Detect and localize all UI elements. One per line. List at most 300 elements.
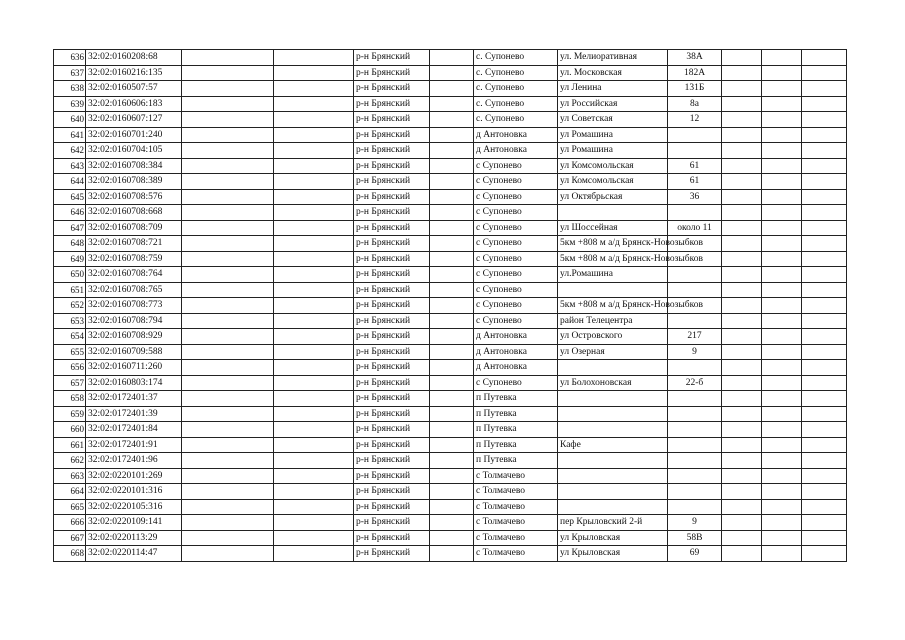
empty-cell xyxy=(182,546,274,562)
street-cell: 5км +808 м а/д Брянск-Новозыбков xyxy=(558,236,668,252)
locality-cell: с. Супонево xyxy=(474,65,558,81)
district-cell: р-н Брянский xyxy=(354,205,430,221)
empty-cell xyxy=(722,65,762,81)
district-cell: р-н Брянский xyxy=(354,143,430,159)
house-number-cell: 217 xyxy=(668,329,722,345)
locality-cell: с Супонево xyxy=(474,220,558,236)
empty-cell xyxy=(762,158,802,174)
empty-cell xyxy=(762,127,802,143)
empty-cell xyxy=(762,251,802,267)
empty-cell xyxy=(802,96,847,112)
empty-cell xyxy=(762,422,802,438)
table-row xyxy=(54,112,847,128)
empty-cell xyxy=(802,344,847,360)
empty-cell xyxy=(182,205,274,221)
empty-cell xyxy=(274,329,354,345)
house-number-cell: 8а xyxy=(668,96,722,112)
empty-cell xyxy=(182,468,274,484)
empty-cell xyxy=(762,81,802,97)
cadastral-number-cell: 32:02:0160704:105 xyxy=(86,143,182,159)
empty-cell xyxy=(182,158,274,174)
empty-cell xyxy=(430,158,474,174)
empty-cell xyxy=(430,391,474,407)
empty-cell xyxy=(274,236,354,252)
table-row xyxy=(54,205,847,221)
street-cell: ул Ромашина xyxy=(558,127,668,143)
empty-cell xyxy=(762,329,802,345)
district-cell: р-н Брянский xyxy=(354,127,430,143)
row-number-cell: 667 xyxy=(54,530,86,546)
row-number-cell: 662 xyxy=(54,453,86,469)
locality-cell: с Супонево xyxy=(474,298,558,314)
table-row xyxy=(54,267,847,283)
empty-cell xyxy=(274,298,354,314)
empty-cell xyxy=(430,484,474,500)
table-row xyxy=(54,298,847,314)
locality-cell: с Супонево xyxy=(474,267,558,283)
district-cell: р-н Брянский xyxy=(354,220,430,236)
house-number-cell: 182А xyxy=(668,65,722,81)
empty-cell xyxy=(802,530,847,546)
empty-cell xyxy=(762,391,802,407)
cadastral-number-cell: 32:02:0160711:260 xyxy=(86,360,182,376)
street-cell: ул Комсомольская xyxy=(558,158,668,174)
empty-cell xyxy=(430,313,474,329)
empty-cell xyxy=(722,453,762,469)
empty-cell xyxy=(722,499,762,515)
cadastral-number-cell: 32:02:0160708:929 xyxy=(86,329,182,345)
row-number-cell: 648 xyxy=(54,236,86,252)
table-body xyxy=(54,50,847,562)
cadastral-number-cell: 32:02:0160708:709 xyxy=(86,220,182,236)
table-row xyxy=(54,65,847,81)
empty-cell xyxy=(802,267,847,283)
empty-cell xyxy=(182,453,274,469)
locality-cell: д Антоновка xyxy=(474,127,558,143)
row-number-cell: 668 xyxy=(54,546,86,562)
row-number-cell: 657 xyxy=(54,375,86,391)
house-number-cell xyxy=(668,360,722,376)
empty-cell xyxy=(274,313,354,329)
street-cell xyxy=(558,484,668,500)
table-row xyxy=(54,484,847,500)
locality-cell: с. Супонево xyxy=(474,81,558,97)
house-number-cell xyxy=(668,127,722,143)
table-row xyxy=(54,530,847,546)
row-number-cell: 644 xyxy=(54,174,86,190)
empty-cell xyxy=(722,251,762,267)
empty-cell xyxy=(762,143,802,159)
cadastral-number-cell: 32:02:0160606:183 xyxy=(86,96,182,112)
empty-cell xyxy=(722,236,762,252)
empty-cell xyxy=(182,112,274,128)
empty-cell xyxy=(430,298,474,314)
table-row xyxy=(54,143,847,159)
cadastral-number-cell: 32:02:0160708:759 xyxy=(86,251,182,267)
table-row xyxy=(54,329,847,345)
empty-cell xyxy=(274,81,354,97)
empty-cell xyxy=(722,360,762,376)
street-cell: ул Советская xyxy=(558,112,668,128)
empty-cell xyxy=(430,127,474,143)
house-number-cell: 22-б xyxy=(668,375,722,391)
street-cell: 5км +808 м а/д Брянск-Новозыбков xyxy=(558,298,668,314)
house-number-cell: 9 xyxy=(668,344,722,360)
street-cell: ул Болохоновская xyxy=(558,375,668,391)
empty-cell xyxy=(722,143,762,159)
empty-cell xyxy=(722,484,762,500)
empty-cell xyxy=(802,546,847,562)
empty-cell xyxy=(430,174,474,190)
table-row xyxy=(54,282,847,298)
table-row xyxy=(54,174,847,190)
empty-cell xyxy=(182,267,274,283)
empty-cell xyxy=(722,127,762,143)
empty-cell xyxy=(274,499,354,515)
row-number-cell: 655 xyxy=(54,344,86,360)
table-row xyxy=(54,220,847,236)
empty-cell xyxy=(722,468,762,484)
empty-cell xyxy=(802,174,847,190)
empty-cell xyxy=(430,220,474,236)
row-number-cell: 665 xyxy=(54,499,86,515)
empty-cell xyxy=(430,360,474,376)
empty-cell xyxy=(430,205,474,221)
empty-cell xyxy=(274,391,354,407)
empty-cell xyxy=(430,453,474,469)
house-number-cell: 12 xyxy=(668,112,722,128)
empty-cell xyxy=(182,484,274,500)
row-number-cell: 658 xyxy=(54,391,86,407)
table-row xyxy=(54,437,847,453)
street-cell xyxy=(558,499,668,515)
empty-cell xyxy=(182,499,274,515)
row-number-cell: 664 xyxy=(54,484,86,500)
empty-cell xyxy=(274,96,354,112)
row-number-cell: 659 xyxy=(54,406,86,422)
empty-cell xyxy=(430,282,474,298)
locality-cell: с Супонево xyxy=(474,189,558,205)
table-row xyxy=(54,546,847,562)
locality-cell: д Антоновка xyxy=(474,143,558,159)
empty-cell xyxy=(182,282,274,298)
locality-cell: с. Супонево xyxy=(474,112,558,128)
empty-cell xyxy=(762,546,802,562)
empty-cell xyxy=(182,189,274,205)
empty-cell xyxy=(182,298,274,314)
empty-cell xyxy=(802,298,847,314)
street-cell: 5км +808 м а/д Брянск-Новозыбков xyxy=(558,251,668,267)
house-number-cell: 58В xyxy=(668,530,722,546)
row-number-cell: 638 xyxy=(54,81,86,97)
row-number-cell: 661 xyxy=(54,437,86,453)
empty-cell xyxy=(722,220,762,236)
district-cell: р-н Брянский xyxy=(354,453,430,469)
empty-cell xyxy=(182,530,274,546)
street-cell: пер Крыловский 2-й xyxy=(558,515,668,531)
empty-cell xyxy=(182,391,274,407)
cadastral-number-cell: 32:02:0160216:135 xyxy=(86,65,182,81)
district-cell: р-н Брянский xyxy=(354,468,430,484)
empty-cell xyxy=(430,530,474,546)
house-number-cell: 61 xyxy=(668,174,722,190)
empty-cell xyxy=(722,329,762,345)
table-row xyxy=(54,158,847,174)
table-row xyxy=(54,81,847,97)
district-cell: р-н Брянский xyxy=(354,236,430,252)
district-cell: р-н Брянский xyxy=(354,515,430,531)
locality-cell: с. Супонево xyxy=(474,96,558,112)
district-cell: р-н Брянский xyxy=(354,329,430,345)
district-cell: р-н Брянский xyxy=(354,530,430,546)
empty-cell xyxy=(762,530,802,546)
empty-cell xyxy=(430,546,474,562)
empty-cell xyxy=(430,406,474,422)
house-number-cell xyxy=(668,453,722,469)
empty-cell xyxy=(182,251,274,267)
empty-cell xyxy=(802,329,847,345)
empty-cell xyxy=(274,127,354,143)
empty-cell xyxy=(430,344,474,360)
empty-cell xyxy=(802,143,847,159)
table-row xyxy=(54,189,847,205)
cadastral-number-cell: 32:02:0220105:316 xyxy=(86,499,182,515)
empty-cell xyxy=(802,313,847,329)
table-row xyxy=(54,515,847,531)
district-cell: р-н Брянский xyxy=(354,360,430,376)
locality-cell: д Антоновка xyxy=(474,344,558,360)
row-number-cell: 643 xyxy=(54,158,86,174)
empty-cell xyxy=(274,65,354,81)
locality-cell: п Путевка xyxy=(474,422,558,438)
empty-cell xyxy=(762,499,802,515)
row-number-cell: 645 xyxy=(54,189,86,205)
cadastral-number-cell: 32:02:0160708:668 xyxy=(86,205,182,221)
empty-cell xyxy=(722,96,762,112)
empty-cell xyxy=(802,422,847,438)
empty-cell xyxy=(274,375,354,391)
district-cell: р-н Брянский xyxy=(354,112,430,128)
district-cell: р-н Брянский xyxy=(354,499,430,515)
district-cell: р-н Брянский xyxy=(354,422,430,438)
street-cell: Кафе xyxy=(558,437,668,453)
district-cell: р-н Брянский xyxy=(354,406,430,422)
house-number-cell: 131Б xyxy=(668,81,722,97)
house-number-cell: 9 xyxy=(668,515,722,531)
empty-cell xyxy=(430,112,474,128)
locality-cell: п Путевка xyxy=(474,406,558,422)
empty-cell xyxy=(802,375,847,391)
house-number-cell xyxy=(668,499,722,515)
empty-cell xyxy=(762,220,802,236)
cadastral-number-cell: 32:02:0160709:588 xyxy=(86,344,182,360)
empty-cell xyxy=(430,251,474,267)
empty-cell xyxy=(802,360,847,376)
locality-cell: с Супонево xyxy=(474,174,558,190)
table-row xyxy=(54,499,847,515)
empty-cell xyxy=(802,50,847,66)
empty-cell xyxy=(802,81,847,97)
district-cell: р-н Брянский xyxy=(354,437,430,453)
cadastral-number-cell: 32:02:0160507:57 xyxy=(86,81,182,97)
empty-cell xyxy=(722,437,762,453)
empty-cell xyxy=(182,96,274,112)
empty-cell xyxy=(430,329,474,345)
empty-cell xyxy=(274,205,354,221)
cadastral-number-cell: 32:02:0160208:68 xyxy=(86,50,182,66)
empty-cell xyxy=(182,143,274,159)
empty-cell xyxy=(430,499,474,515)
locality-cell: с Супонево xyxy=(474,236,558,252)
empty-cell xyxy=(274,143,354,159)
table-row xyxy=(54,391,847,407)
table-row xyxy=(54,127,847,143)
street-cell xyxy=(558,391,668,407)
locality-cell: с Толмачево xyxy=(474,530,558,546)
empty-cell xyxy=(182,344,274,360)
empty-cell xyxy=(802,65,847,81)
empty-cell xyxy=(274,360,354,376)
empty-cell xyxy=(762,453,802,469)
house-number-cell: 69 xyxy=(668,546,722,562)
empty-cell xyxy=(274,50,354,66)
cadastral-number-cell: 32:02:0160708:721 xyxy=(86,236,182,252)
street-cell: ул Шоссейная xyxy=(558,220,668,236)
empty-cell xyxy=(762,484,802,500)
empty-cell xyxy=(762,515,802,531)
street-cell: ул. Мелиоративная xyxy=(558,50,668,66)
empty-cell xyxy=(274,267,354,283)
empty-cell xyxy=(430,375,474,391)
cadastral-number-cell: 32:02:0160708:576 xyxy=(86,189,182,205)
district-cell: р-н Брянский xyxy=(354,96,430,112)
empty-cell xyxy=(762,360,802,376)
empty-cell xyxy=(430,189,474,205)
table-row xyxy=(54,96,847,112)
district-cell: р-н Брянский xyxy=(354,313,430,329)
cadastral-number-cell: 32:02:0172401:37 xyxy=(86,391,182,407)
table-row xyxy=(54,344,847,360)
empty-cell xyxy=(762,375,802,391)
empty-cell xyxy=(274,484,354,500)
district-cell: р-н Брянский xyxy=(354,189,430,205)
empty-cell xyxy=(274,112,354,128)
empty-cell xyxy=(722,515,762,531)
district-cell: р-н Брянский xyxy=(354,65,430,81)
cadastral-number-cell: 32:02:0160708:773 xyxy=(86,298,182,314)
empty-cell xyxy=(274,344,354,360)
registry-table xyxy=(53,49,847,562)
empty-cell xyxy=(722,546,762,562)
empty-cell xyxy=(182,329,274,345)
table-row xyxy=(54,251,847,267)
street-cell: ул Российская xyxy=(558,96,668,112)
cadastral-number-cell: 32:02:0220101:316 xyxy=(86,484,182,500)
empty-cell xyxy=(722,50,762,66)
house-number-cell xyxy=(668,267,722,283)
house-number-cell xyxy=(668,406,722,422)
row-number-cell: 651 xyxy=(54,282,86,298)
empty-cell xyxy=(722,205,762,221)
cadastral-number-cell: 32:02:0172401:96 xyxy=(86,453,182,469)
cadastral-number-cell: 32:02:0220109:141 xyxy=(86,515,182,531)
locality-cell: с Супонево xyxy=(474,205,558,221)
empty-cell xyxy=(722,189,762,205)
district-cell: р-н Брянский xyxy=(354,546,430,562)
house-number-cell xyxy=(668,282,722,298)
street-cell xyxy=(558,406,668,422)
street-cell: ул Ромашина xyxy=(558,143,668,159)
locality-cell: п Путевка xyxy=(474,453,558,469)
empty-cell xyxy=(430,65,474,81)
district-cell: р-н Брянский xyxy=(354,391,430,407)
empty-cell xyxy=(762,313,802,329)
empty-cell xyxy=(762,437,802,453)
row-number-cell: 654 xyxy=(54,329,86,345)
empty-cell xyxy=(762,267,802,283)
cadastral-number-cell: 32:02:0160708:794 xyxy=(86,313,182,329)
district-cell: р-н Брянский xyxy=(354,298,430,314)
table-row xyxy=(54,375,847,391)
cadastral-number-cell: 32:02:0160803:174 xyxy=(86,375,182,391)
locality-cell: с Толмачево xyxy=(474,468,558,484)
district-cell: р-н Брянский xyxy=(354,81,430,97)
empty-cell xyxy=(430,81,474,97)
house-number-cell xyxy=(668,437,722,453)
empty-cell xyxy=(274,515,354,531)
street-cell: ул Крыловская xyxy=(558,546,668,562)
row-number-cell: 653 xyxy=(54,313,86,329)
empty-cell xyxy=(722,406,762,422)
empty-cell xyxy=(274,189,354,205)
empty-cell xyxy=(802,453,847,469)
street-cell: ул Островского xyxy=(558,329,668,345)
house-number-cell xyxy=(668,422,722,438)
empty-cell xyxy=(762,189,802,205)
empty-cell xyxy=(762,50,802,66)
empty-cell xyxy=(182,65,274,81)
empty-cell xyxy=(802,484,847,500)
empty-cell xyxy=(762,112,802,128)
locality-cell: с Супонево xyxy=(474,158,558,174)
cadastral-number-cell: 32:02:0160708:765 xyxy=(86,282,182,298)
house-number-cell xyxy=(668,143,722,159)
empty-cell xyxy=(430,143,474,159)
street-cell xyxy=(558,422,668,438)
cadastral-number-cell: 32:02:0172401:91 xyxy=(86,437,182,453)
empty-cell xyxy=(182,220,274,236)
empty-cell xyxy=(762,406,802,422)
locality-cell: с Супонево xyxy=(474,313,558,329)
locality-cell: п Путевка xyxy=(474,437,558,453)
district-cell: р-н Брянский xyxy=(354,50,430,66)
cadastral-number-cell: 32:02:0220101:269 xyxy=(86,468,182,484)
empty-cell xyxy=(182,360,274,376)
empty-cell xyxy=(802,236,847,252)
empty-cell xyxy=(182,81,274,97)
house-number-cell: 38А xyxy=(668,50,722,66)
row-number-cell: 642 xyxy=(54,143,86,159)
empty-cell xyxy=(802,437,847,453)
district-cell: р-н Брянский xyxy=(354,484,430,500)
empty-cell xyxy=(722,530,762,546)
empty-cell xyxy=(722,112,762,128)
empty-cell xyxy=(802,499,847,515)
row-number-cell: 640 xyxy=(54,112,86,128)
cadastral-number-cell: 32:02:0160708:389 xyxy=(86,174,182,190)
empty-cell xyxy=(762,468,802,484)
street-cell xyxy=(558,453,668,469)
